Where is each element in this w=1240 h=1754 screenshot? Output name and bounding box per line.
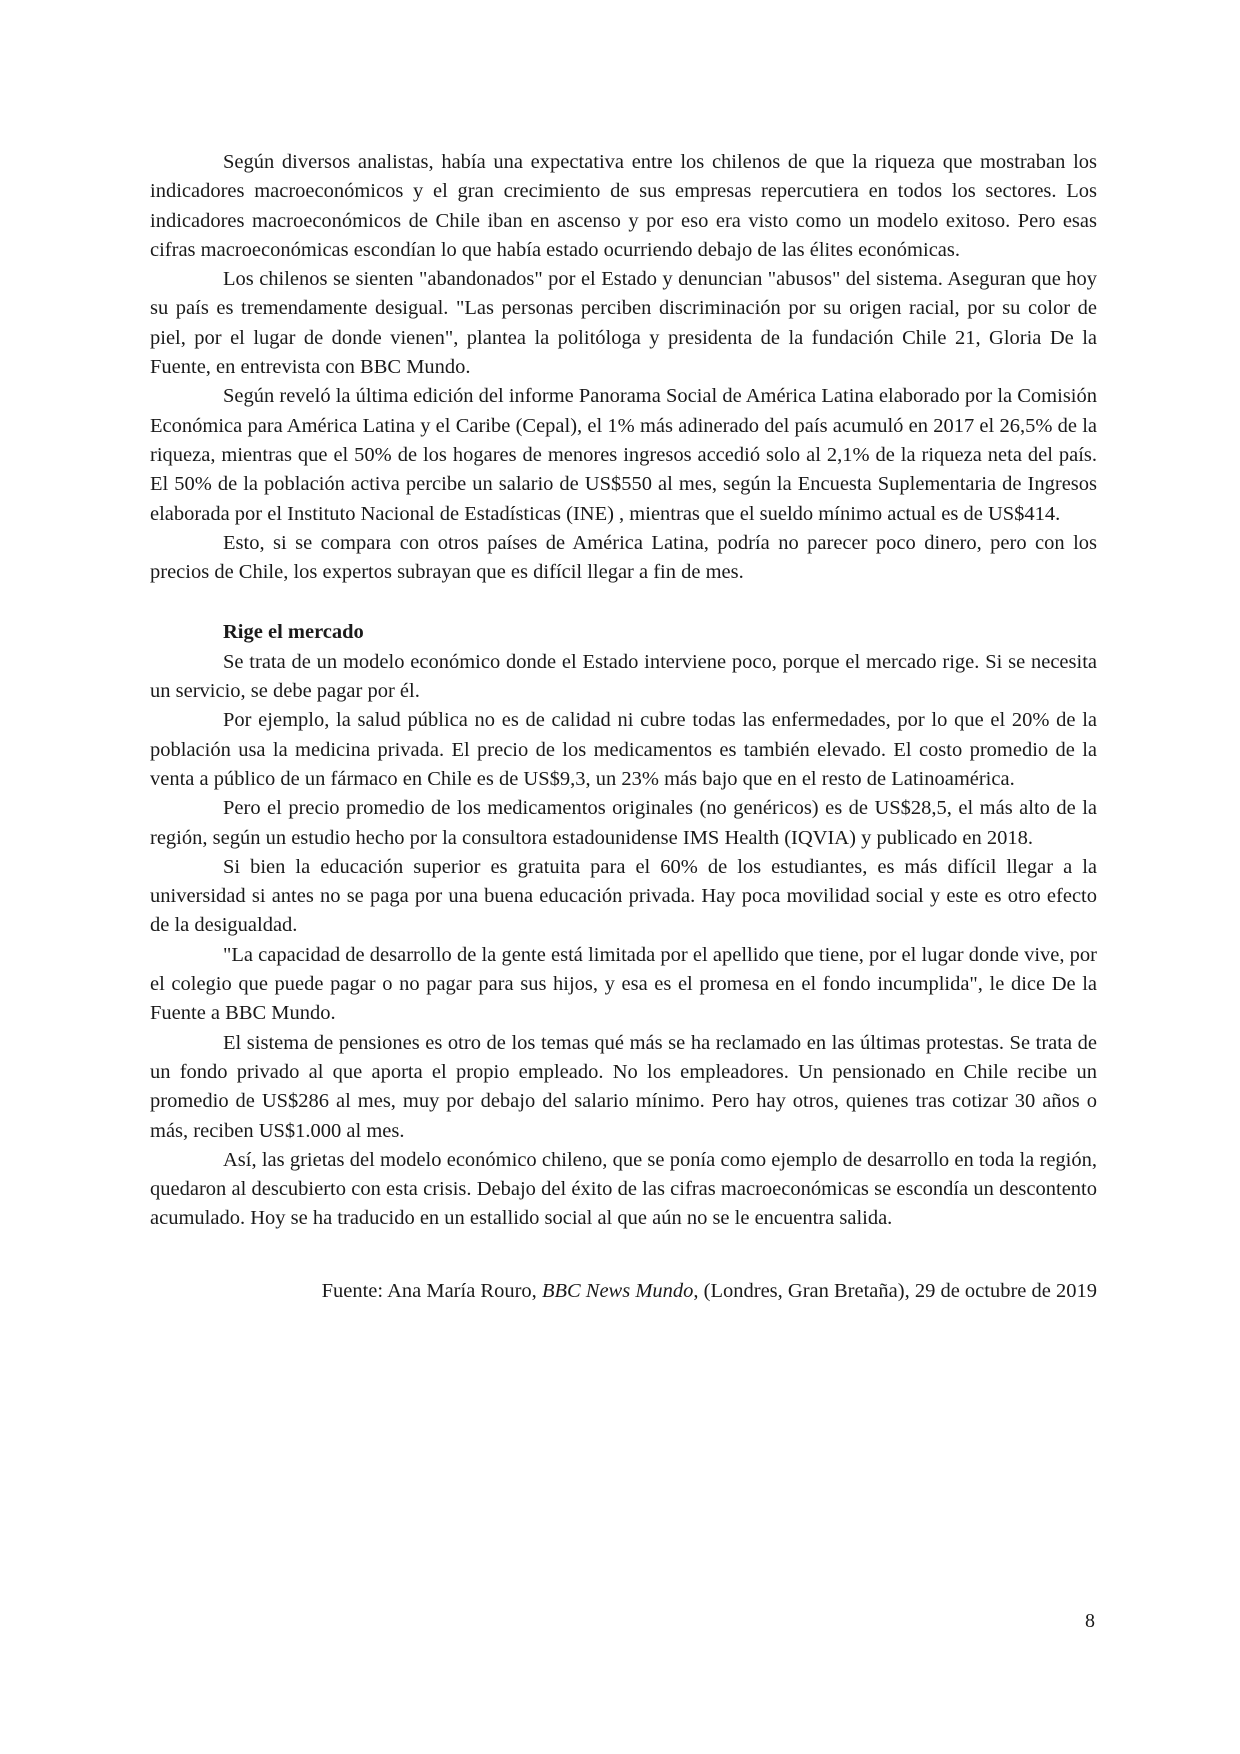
- paragraph-abandonados: Los chilenos se sienten "abandonados" por el Estado y denuncian "abusos" del sistema. Aseguran que hoy su país es tremendamente desigual. "Las personas perciben discriminación por su origen racial, por su color de piel, por el lugar de donde vienen", plantea la politóloga y presidenta de la fundación Chile 21, Gloria De la Fuente, en entrevista con BBC Mundo.: [150, 268, 1097, 379]
- paragraph-mercado: Se trata de un modelo económico donde el Estado interviene poco, porque el mercado rige. Si se necesita un servicio, se debe pagar por él.: [150, 650, 1097, 703]
- page-number: 8: [1085, 1610, 1095, 1632]
- paragraph-conclusion: Así, las grietas del modelo económico chileno, que se ponía como ejemplo de desarrollo en toda la región, quedaron al descubierto con esta crisis. Debajo del éxito de las cifras macroeconómicas se escondía un descontento acumulado. Hoy se ha traducido en un estallido social al que aún no se le encuentra salida.: [150, 1148, 1097, 1230]
- source-publication: BBC News Mundo: [541, 1279, 694, 1302]
- section-heading: Rige el mercado: [223, 621, 364, 644]
- paragraph-analistas: Según diversos analistas, había una expectativa entre los chilenos de que la riqueza que mostraban los indicadores macroeconómicos y el gran crecimiento de sus empresas repercutiera en todos los sectores. Los indicadores macroeconómicos de Chile iban en ascenso y por eso era visto como un modelo exitoso. Pero esas cifras macroeconómicas escondían lo que había estado ocurriendo debajo de las élites económicas.: [150, 151, 1097, 261]
- paragraph-salud: Por ejemplo, la salud pública no es de calidad ni cubre todas las enfermedades, por lo que el 20% de la población usa la medicina privada. El precio de los medicamentos es también elevado. El costo promedio de la venta a público de un fármaco en Chile es de US$9,3, un 23% más bajo que en el resto de Latinoamérica.: [150, 709, 1097, 790]
- source-citation: [150, 1277, 1097, 1306]
- paragraph-pensiones: El sistema de pensiones es otro de los temas qué más se ha reclamado en las últimas protestas. Se trata de un fondo privado al que aporta el propio empleado. No los empleadores. Un pensionado en Chile recibe un promedio de US$286 al mes, muy por debajo del salario mínimo. Pero hay otros, quienes tras cotizar 30 años o más, reciben US$1.000 al mes.: [150, 1031, 1097, 1142]
- document-page: [150, 148, 1097, 1306]
- paragraph-educacion: Si bien la educación superior es gratuita para el 60% de los estudiantes, es más difícil llegar a la universidad si antes no se paga por una buena educación privada. Hay poca movilidad social y este es otro efecto de la desigualdad.: [150, 855, 1097, 937]
- source-prefix: Fuente: Ana María Rouro,: [321, 1279, 542, 1302]
- paragraph-cita: "La capacidad de desarrollo de la gente está limitada por el apellido que tiene, por el lugar donde vive, por el colegio que puede pagar o no pagar para sus hijos, y esa es el promesa en el fondo incumplida", le dice De la Fuente a BBC Mundo.: [150, 943, 1097, 1025]
- paragraph-fin-de-mes: Esto, si se compara con otros países de América Latina, podría no parecer poco dinero, pero con los precios de Chile, los expertos subrayan que es difícil llegar a fin de mes.: [150, 531, 1097, 584]
- paragraph-medicamentos: Pero el precio promedio de los medicamentos originales (no genéricos) es de US$28,5, el más alto de la región, según un estudio hecho por la consultora estadounidense IMS Health (IQVIA) y publicado en 2018.: [150, 797, 1097, 849]
- source-suffix: , (Londres, Gran Bretaña), 29 de octubre de 2019: [693, 1279, 1097, 1302]
- paragraph-cepal: Según reveló la última edición del informe Panorama Social de América Latina elaborado por la Comisión Económica para América Latina y el Caribe (Cepal), el 1% más adinerado del país acumuló en 2017 el 26,5% de la riqueza, mientras que el 50% de los hogares de menores ingresos accedió solo al 2,1% de la riqueza neta del país. El 50% de la población activa percibe un salario de US$550 al mes, según la Encuesta Suplementaria de Ingresos elaborada por el Instituto Nacional de Estadísticas (INE) , mientras que el sueldo mínimo actual es de US$414.: [150, 385, 1097, 525]
